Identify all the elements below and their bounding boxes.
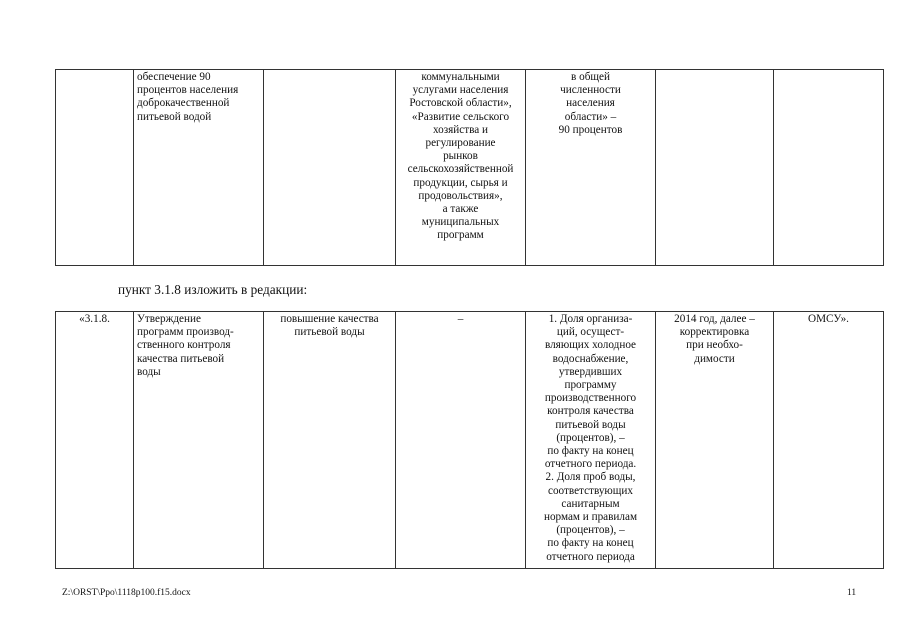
instruction-text: пункт 3.1.8 изложить в редакции: [118, 282, 308, 297]
text-line: 90 процентов [558, 123, 623, 136]
text-line: 2014 год, далее – [674, 313, 755, 325]
table-cell [264, 312, 396, 569]
table-cell [656, 70, 774, 266]
table-cell [526, 312, 656, 569]
text-line: ОМСУ». [808, 313, 849, 325]
text-line: производственного [544, 392, 637, 405]
cell-text [137, 313, 260, 379]
text-line: доброкачественной [137, 97, 230, 110]
cell-text [399, 313, 522, 326]
table-cell [264, 70, 396, 266]
text-line: продукции, сырья и [413, 176, 508, 189]
text-line: – [457, 313, 464, 325]
text-line: численности [560, 84, 621, 97]
cell-text [137, 71, 260, 124]
text-line: в общей [571, 71, 610, 83]
text-line: программ [437, 229, 484, 242]
text-line: регулирование [425, 137, 496, 150]
text-line: ственного контроля [137, 339, 231, 352]
text-line: программ производ- [137, 326, 234, 339]
table-cell [526, 70, 656, 266]
text-line: утвердивших [558, 365, 623, 378]
text-line: услугами населения [412, 84, 509, 97]
continuation-table [55, 69, 905, 266]
table-cell [774, 70, 884, 266]
text-line: процентов населения [137, 84, 239, 97]
text-line: питьевой водой [137, 110, 212, 123]
text-line: питьевой воды [555, 418, 626, 431]
cell-text [399, 71, 522, 243]
cell-text [529, 313, 652, 564]
table-cell [396, 70, 526, 266]
table-cell [656, 312, 774, 569]
text-line: по факту на конец [547, 445, 634, 458]
text-line: а также [442, 203, 479, 216]
text-line: сельскохозяйственной [407, 163, 514, 176]
text-line: повышение качества [280, 313, 379, 325]
table-row [56, 70, 905, 266]
text-line: ций, осущест- [556, 326, 625, 339]
text-line: корректировка [679, 326, 750, 339]
cell-text [659, 313, 770, 366]
text-line: воды [137, 365, 161, 378]
text-line: муниципальных [421, 216, 500, 229]
table-cell [396, 312, 526, 569]
text-line: нормам и правилам [543, 511, 638, 524]
text-line: (процентов), – [556, 524, 625, 537]
text-line: хозяйства и [432, 123, 489, 136]
text-line: водоснабжение, [552, 352, 629, 365]
text-line: продовольствия», [418, 189, 503, 202]
table-cell [774, 312, 884, 569]
cell-text [529, 71, 652, 137]
text-line: рынков [443, 150, 478, 163]
cell-text [777, 313, 880, 326]
text-line: 2. Доля проб воды, [545, 471, 636, 484]
text-line: вляющих холодное [544, 339, 637, 352]
table-cell [56, 70, 134, 266]
text-line: Утверждение [137, 313, 201, 325]
text-line: качества питьевой [137, 352, 225, 365]
text-line: обеспечение 90 [137, 71, 211, 83]
item-number [59, 313, 130, 326]
text-line: контроля качества [547, 405, 634, 418]
text-line: «Развитие сельского [411, 110, 510, 123]
text-line: населения [566, 97, 615, 110]
text-line: санитарным [561, 497, 620, 510]
text-line: отчетного периода [546, 550, 635, 563]
footer-file-path: Z:\ORST\Ppo\1118p100.f15.docx [62, 588, 191, 598]
text-line: «3.1.8. [79, 313, 110, 325]
table-cell [134, 70, 264, 266]
text-line: коммунальными [421, 71, 500, 83]
text-line: Ростовской области», [409, 97, 512, 110]
text-line: отчетного периода. [544, 458, 637, 471]
text-line: программу [564, 379, 617, 392]
text-line: (процентов), – [556, 431, 625, 444]
text-line: 1. Доля организа- [548, 313, 633, 325]
amendment-table [55, 311, 905, 569]
text-line: по факту на конец [547, 537, 634, 550]
text-line: соответствующих [547, 484, 633, 497]
table-cell [56, 312, 134, 569]
table-row [56, 312, 905, 569]
page-number: 11 [847, 588, 857, 598]
text-line: при необхо- [686, 339, 743, 352]
text-line: димости [694, 352, 735, 365]
text-line: области» – [564, 110, 617, 123]
table-cell [134, 312, 264, 569]
cell-text [267, 313, 392, 339]
text-line: питьевой воды [294, 326, 365, 339]
